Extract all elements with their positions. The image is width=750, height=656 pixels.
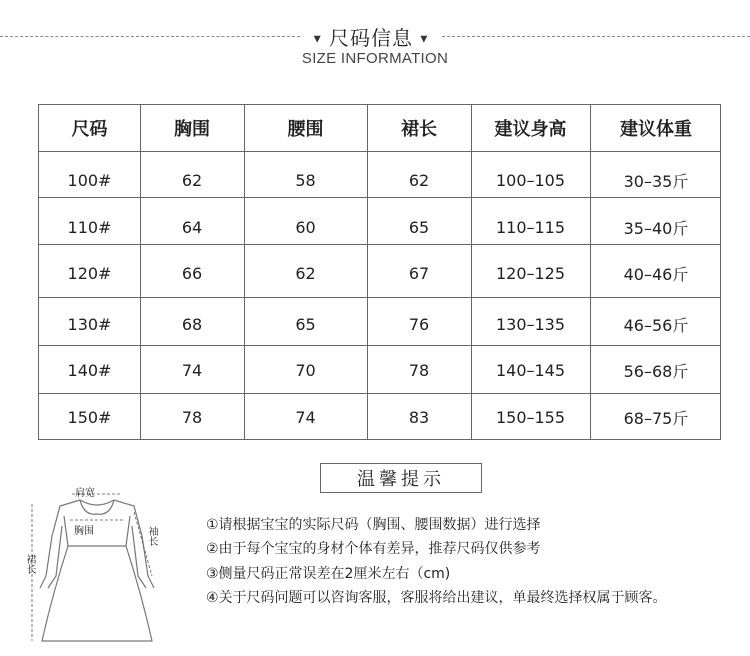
diagram-label-sleeve: 袖长 <box>146 526 157 546</box>
header-divider-right <box>442 36 750 37</box>
table-cell: 130# <box>67 314 112 334</box>
table-header-weight: 建议体重 <box>620 119 692 140</box>
table-cell: 74 <box>181 360 203 380</box>
table-cell: 62 <box>295 263 316 283</box>
table-cell: 78 <box>181 407 203 427</box>
table-cell: 60 <box>295 217 316 237</box>
diagram-label-shoulder: 肩宽 <box>75 488 95 499</box>
table-cell: 56–68斤 <box>623 361 689 381</box>
table-cell: 64 <box>181 217 203 237</box>
table-cell: 140–145 <box>495 360 566 380</box>
table-cell: 100–105 <box>495 170 566 190</box>
page-title <box>300 22 442 51</box>
table-cell: 30–35斤 <box>623 171 689 191</box>
diagram-label-chest: 胸围 <box>74 526 94 537</box>
size-table <box>38 104 721 440</box>
table-cell: 46–56斤 <box>623 315 689 335</box>
table-cell: 120–125 <box>495 263 566 283</box>
dress-outline-icon <box>12 476 182 646</box>
table-cell: 67 <box>408 263 430 283</box>
tip-item: ①请根据宝宝的实际尺码（胸围、腰围数据）进行选择 <box>206 517 541 533</box>
table-cell: 66 <box>181 263 203 283</box>
table-cell: 130–135 <box>495 314 566 334</box>
table-cell: 65 <box>408 217 430 237</box>
table-cell: 110# <box>67 217 112 237</box>
table-cell: 100# <box>67 170 112 190</box>
table-cell: 120# <box>67 263 112 283</box>
table-header-size: 尺码 <box>71 119 108 140</box>
page-title-text: 尺码信息 <box>329 26 413 50</box>
table-cell: 65 <box>295 314 316 334</box>
tips-title: 温馨提示 <box>320 463 482 493</box>
table-row-divider <box>39 244 720 245</box>
table-row-divider <box>39 393 720 394</box>
page-subtitle: SIZE INFORMATION <box>301 50 449 67</box>
table-cell: 58 <box>295 170 316 190</box>
table-cell: 68 <box>181 314 203 334</box>
tip-item: ④关于尺码问题可以咨询客服，客服将给出建议，单最终选择权属于顾客。 <box>206 590 667 606</box>
table-row-divider <box>39 297 720 298</box>
tip-item: ③侧量尺码正常误差在2厘米左右（cm) <box>206 566 451 582</box>
table-header-chest: 胸围 <box>174 119 210 140</box>
table-cell: 110–115 <box>495 217 566 237</box>
header-divider-left <box>0 36 300 37</box>
table-cell: 62 <box>181 170 203 190</box>
table-cell: 74 <box>295 407 316 427</box>
triangle-down-icon: ▼ <box>420 34 429 45</box>
table-cell: 140# <box>67 360 112 380</box>
table-header-height: 建议身高 <box>494 119 567 140</box>
tip-item: ②由于每个宝宝的身材个体有差异，推荐尺码仅供参考 <box>206 541 541 557</box>
table-cell: 62 <box>408 170 430 190</box>
diagram-label-length: 裙长 <box>24 554 35 574</box>
table-cell: 78 <box>408 360 430 380</box>
table-row-divider <box>39 345 720 346</box>
table-cell: 40–46斤 <box>623 264 689 284</box>
table-header-length: 裙长 <box>401 119 437 140</box>
table-cell: 76 <box>408 314 430 334</box>
dress-diagram <box>12 476 182 646</box>
table-row-divider <box>39 197 720 198</box>
triangle-down-icon: ▼ <box>313 34 322 45</box>
table-cell: 70 <box>295 360 316 380</box>
table-header-waist: 腰围 <box>287 119 324 140</box>
table-cell: 83 <box>408 407 430 427</box>
table-cell: 68–75斤 <box>623 408 689 428</box>
table-cell: 150# <box>67 407 112 427</box>
table-cell: 35–40斤 <box>623 218 689 238</box>
table-row-divider <box>39 151 720 152</box>
table-cell: 150–155 <box>495 407 566 427</box>
